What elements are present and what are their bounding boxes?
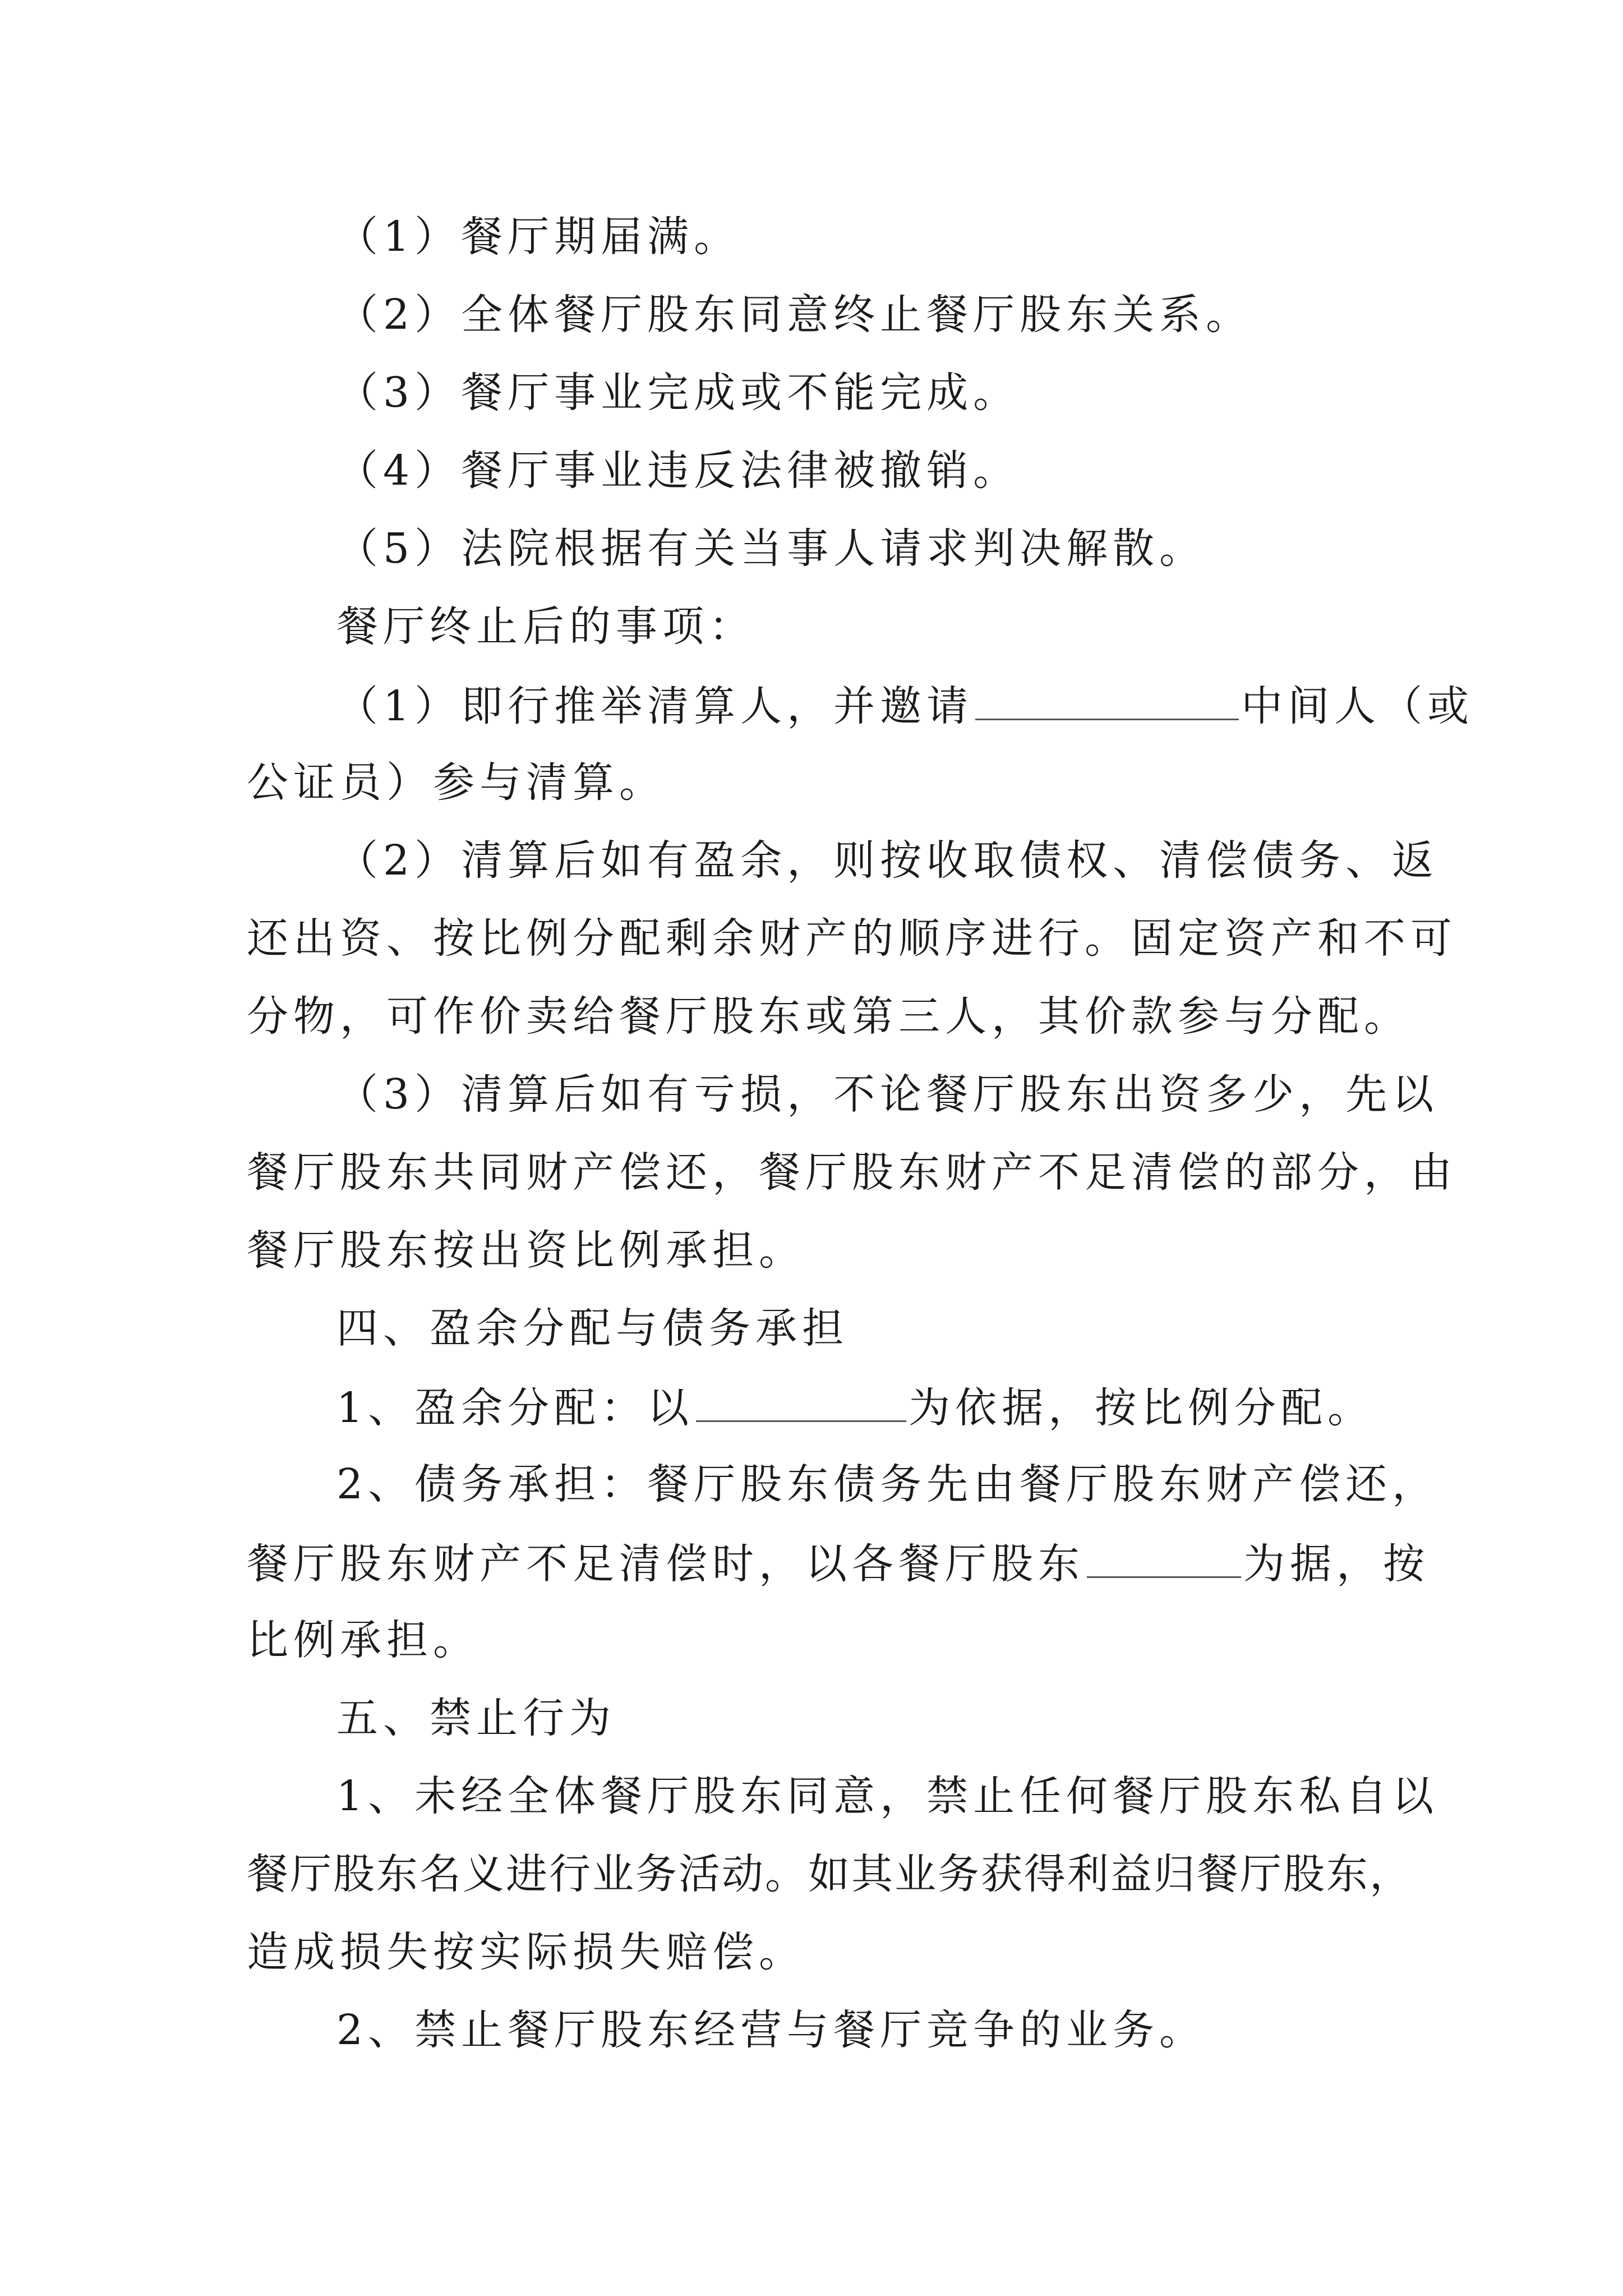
debt-bearing-line3: 比例承担。 (247, 1616, 479, 1664)
text-line (336, 1070, 1439, 1119)
liquidation-clause-1-end: 公证员）参与清算。 (247, 758, 666, 807)
section-5-heading: 五、禁止行为 (336, 1694, 616, 1742)
text-line (247, 1928, 805, 1976)
text-line (336, 602, 755, 651)
liquidation-clause-3-line3: 餐厅股东按出资比例承担。 (247, 1226, 805, 1274)
clause-4-revoked: （4）餐厅事业违反法律被撤销。 (336, 447, 1020, 495)
text-line (336, 1772, 1439, 1820)
clause-1-expiry: （1）餐厅期届满。 (336, 213, 741, 261)
text-line (336, 682, 1474, 730)
text-line (247, 914, 1457, 963)
text-line (336, 213, 741, 261)
clause-2-consent: （2）全体餐厅股东同意终止餐厅股东关系。 (336, 291, 1253, 339)
prohibition-1-line3: 造成损失按实际损失赔偿。 (247, 1928, 805, 1976)
text-line (247, 1616, 479, 1664)
liquidation-clause-1-start: （1）即行推举清算人，并邀请 (336, 682, 974, 730)
section-after-termination: 餐厅终止后的事项： (336, 602, 755, 651)
section-4-heading: 四、盈余分配与债务承担 (336, 1304, 849, 1352)
liquidation-clause-3-line1: （3）清算后如有亏损，不论餐厅股东出资多少，先以 (336, 1070, 1439, 1119)
text-line (336, 836, 1439, 885)
liquidation-clause-2-line3: 分物，可作价卖给餐厅股东或第三人，其价款参与分配。 (247, 992, 1410, 1041)
text-line (247, 1148, 1457, 1197)
text-line (336, 291, 1253, 339)
text-line (336, 369, 1020, 417)
clause-5-court: （5）法院根据有关当事人请求判决解散。 (336, 524, 1206, 573)
text-line (336, 2006, 1206, 2054)
text-line (336, 1460, 1439, 1508)
prohibition-1-line2: 餐厅股东名义进行业务活动。如其业务获得利益归餐厅股东， (247, 1850, 1413, 1898)
text-line (336, 447, 1020, 495)
text-line (336, 524, 1206, 573)
prohibition-1-line1: 1、未经全体餐厅股东同意，禁止任何餐厅股东私自以 (336, 1772, 1439, 1820)
text-line (247, 992, 1410, 1041)
liquidation-clause-2-line2: 还出资、按比例分配剩余财产的顺序进行。固定资产和不可 (247, 914, 1457, 963)
debt-bearing-line2-start: 餐厅股东财产不足清偿时，以各餐厅股东 (247, 1540, 1085, 1588)
profit-distribution-start: 1、盈余分配：以 (336, 1384, 694, 1432)
text-line (336, 1384, 1375, 1432)
fill-in-blank-profit-basis (696, 1386, 906, 1422)
clause-3-completion: （3）餐厅事业完成或不能完成。 (336, 369, 1020, 417)
liquidation-clause-2-line1: （2）清算后如有盈余，则按收取债权、清偿债务、返 (336, 836, 1439, 885)
text-line (336, 1304, 849, 1352)
liquidation-clause-1-mid: 中间人（或 (1241, 682, 1474, 730)
fill-in-blank-debt-basis (1087, 1542, 1241, 1578)
text-line (247, 1226, 805, 1274)
prohibition-2: 2、禁止餐厅股东经营与餐厅竞争的业务。 (336, 2006, 1206, 2054)
liquidation-clause-3-line2: 餐厅股东共同财产偿还，餐厅股东财产不足清偿的部分，由 (247, 1148, 1457, 1197)
fill-in-blank-intermediary (975, 684, 1239, 720)
text-line (336, 1694, 616, 1742)
text-line (247, 758, 666, 807)
profit-distribution-end: 为依据，按比例分配。 (909, 1384, 1375, 1432)
text-line (247, 1850, 1413, 1898)
debt-bearing-line1: 2、债务承担：餐厅股东债务先由餐厅股东财产偿还， (336, 1460, 1439, 1508)
text-line (247, 1540, 1430, 1588)
debt-bearing-line2-end: 为据，按 (1243, 1540, 1430, 1588)
